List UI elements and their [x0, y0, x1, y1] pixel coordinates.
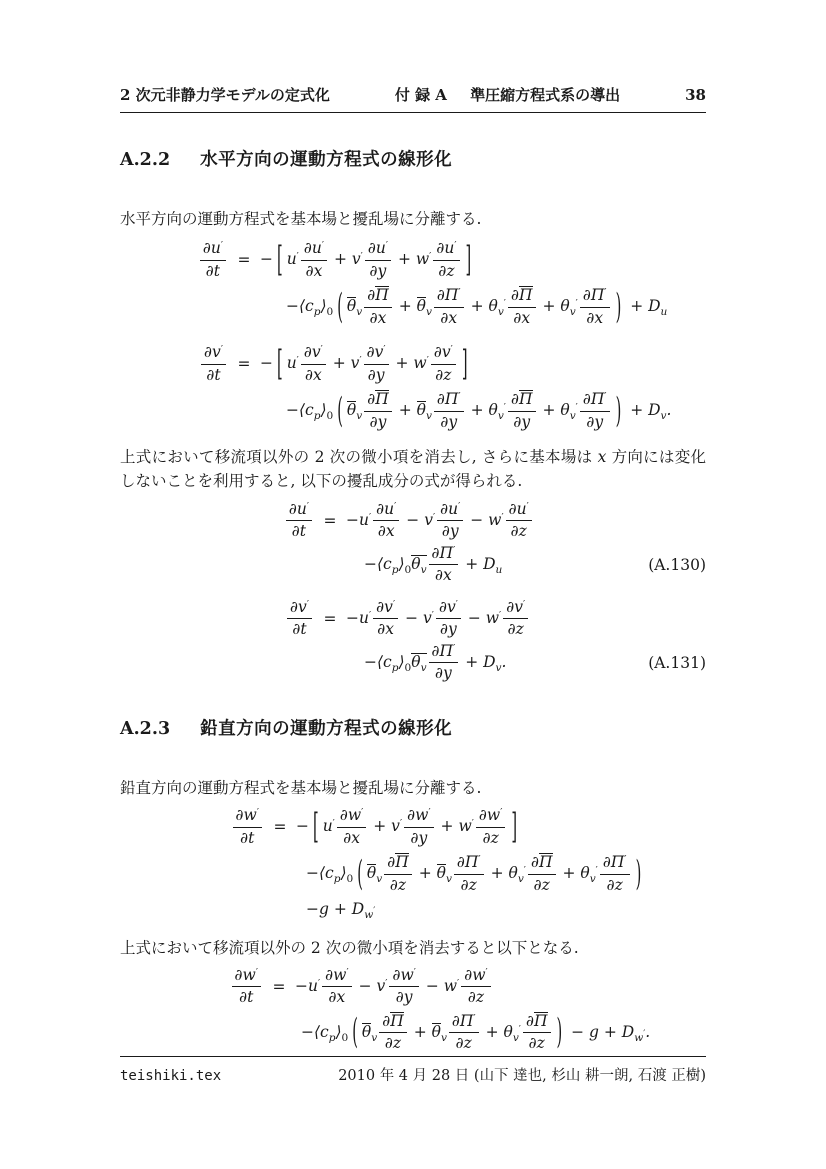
footer-filename: teishiki.tex	[120, 1068, 222, 1084]
page-footer	[120, 1056, 706, 1085]
section-number: A.2.2	[120, 149, 171, 170]
equation-rhs: $-⟨c_p⟩_0$ ( $\theta_v$ $\frac{\partial\Pi}{\partial z}$ + $\theta_v$ $\frac{\partial\Pi'}{\partial z}$ + $\theta_v'$ $\frac{\partial\Pi}{\partial z}$ + $\theta_v'$ $\frac{\partial\Pi'}{\partial z}$ )	[306, 853, 642, 895]
equation-rhs: $-g + D_{w'}$	[306, 900, 376, 922]
equation-rhs: $-⟨c_p⟩_0$ ( $\theta_v$ $\frac{\partial\Pi}{\partial x}$ + $\theta_v$ $\frac{\partial\Pi'}{\partial x}$ + $\theta_v'$ $\frac{\partial\Pi}{\partial x}$ + $\theta_v'$ $\frac{\partial\Pi'}{\partial x}$ ) + $D_u$	[286, 286, 668, 328]
equation-rhs: $-⟨c_p⟩_0$ ( $\theta_v$ $\frac{\partial\Pi}{\partial z}$ + $\theta_v$ $\frac{\partial\Pi'}{\partial z}$ + $\theta_v'$ $\frac{\partial\Pi}{\partial z}$ ) − $g + D_{w'}$.	[301, 1011, 651, 1053]
section-number: A.2.3	[120, 718, 171, 739]
paragraph-text: 方向には変化しないことを利用すると, 以下の擾乱成分の式が得られる.	[120, 447, 706, 490]
section-title: 鉛直方向の運動方程式の線形化	[200, 718, 453, 739]
section-heading-a23	[120, 715, 706, 740]
equals-sign: =	[323, 511, 337, 530]
inline-math-x: x	[597, 447, 607, 466]
equation-rhs: −u′ $\frac{\partial v'}{\partial x}$ − v′ $\frac{\partial v'}{\partial y}$ − w′ $\frac{\partial v'}{\partial z}$	[346, 598, 530, 640]
equation-row	[182, 388, 706, 435]
appendix-heading	[395, 86, 620, 105]
equals-sign: =	[237, 251, 251, 270]
paragraph-vertical-intro: 鉛直方向の運動方程式を基本場と擾乱場に分離する.	[120, 778, 482, 797]
equation-rhs: −u′ $\frac{\partial w'}{\partial x}$ − v′ $\frac{\partial w'}{\partial y}$ − w′ $\frac{\partial w'}{\partial z}$	[295, 966, 493, 1008]
equation-row	[218, 804, 706, 851]
section-title: 水平方向の運動方程式の線形化	[200, 149, 453, 170]
equation-row	[268, 597, 706, 641]
equation-rhs: $-⟨c_p⟩_0$ ( $\theta_v$ $\frac{\partial\Pi}{\partial y}$ + $\theta_v$ $\frac{\partial\Pi'}{\partial y}$ + $\theta_v'$ $\frac{\partial\Pi}{\partial y}$ + $\theta_v'$ $\frac{\partial\Pi'}{\partial y}$ ) + $D_v$.	[286, 390, 672, 432]
equation-lhs: ∂v′ ∂t	[182, 343, 228, 385]
equation-row	[268, 499, 706, 543]
page-number: 38	[685, 86, 706, 104]
equation-row	[182, 237, 706, 284]
equation-group-horizontal-split	[182, 237, 706, 435]
equation-rhs: − [ u′ $\frac{\partial v'}{\partial x}$ + v′ $\frac{\partial v'}{\partial y}$ + w′ $\frac{\partial v'}{\partial z}$ ]	[260, 343, 468, 385]
equation-tag-a130: (A.130)	[648, 555, 706, 574]
equation-lhs: ∂v′ ∂t	[268, 598, 314, 640]
section-heading-a22	[120, 146, 706, 171]
equation-lhs: ∂w′ ∂t	[218, 806, 264, 848]
equation-row	[182, 341, 706, 388]
equation-row	[182, 284, 706, 331]
equation-rhs: $-⟨c_p⟩_0\theta_v$ $\frac{\partial\Pi'}{\partial x}$ + $D_u$	[364, 543, 503, 585]
paragraph-text: 上式において移流項以外の 2 次の微小項を消去し, さらに基本場は	[120, 447, 598, 466]
equals-sign: =	[237, 355, 251, 374]
equation-row	[217, 964, 706, 1010]
equation-rhs: − [ u′ $\frac{\partial u'}{\partial x}$ + v′ $\frac{\partial u'}{\partial y}$ + w′ $\frac{\partial u'}{\partial z}$ ]	[260, 239, 472, 281]
equation-tag-a131: (A.131)	[648, 653, 706, 672]
equation-rhs: −u′ $\frac{\partial u'}{\partial x}$ − v′ $\frac{\partial u'}{\partial y}$ − w′ $\frac{\partial u'}{\partial z}$	[346, 500, 534, 542]
paragraph-horizontal-intro: 水平方向の運動方程式を基本場と擾乱場に分離する.	[120, 209, 482, 228]
page-header	[120, 86, 706, 113]
equals-sign: =	[273, 818, 287, 837]
footer-date-authors: 2010 年 4 月 28 日 (山下 達也, 杉山 耕一朗, 石渡 正樹)	[338, 1068, 706, 1084]
equation-row	[268, 641, 706, 685]
equation-row	[218, 851, 706, 898]
equals-sign: =	[272, 977, 286, 996]
appendix-title: 準圧縮方程式系の導出	[470, 86, 621, 104]
equation-row	[268, 543, 706, 587]
equation-group-vertical-linear	[217, 964, 706, 1056]
paragraph-horizontal-linearize	[120, 445, 706, 493]
equation-row	[217, 1010, 706, 1056]
paragraph-vertical-linearize: 上式において移流項以外の 2 次の微小項を消去すると以下となる.	[120, 938, 579, 957]
equation-lhs: ∂u′ ∂t	[182, 239, 228, 281]
equation-rhs: $-⟨c_p⟩_0\theta_v$ $\frac{\partial\Pi'}{\partial y}$ + $D_v$.	[364, 641, 507, 683]
appendix-label: 付 録 A	[394, 86, 447, 104]
running-title: 2 次元非静力学モデルの定式化	[120, 86, 330, 104]
equation-lhs: ∂w′ ∂t	[217, 966, 263, 1008]
equals-sign: =	[323, 609, 337, 628]
equation-row	[218, 898, 706, 924]
equation-group-horizontal-linear	[268, 499, 706, 685]
equation-lhs: ∂u′ ∂t	[268, 500, 314, 542]
equation-group-vertical-split	[218, 804, 706, 924]
equation-rhs: − [ u′ $\frac{\partial w'}{\partial x}$ + v′ $\frac{\partial w'}{\partial y}$ + w′ $\frac{\partial w'}{\partial z}$ ]	[296, 806, 518, 848]
